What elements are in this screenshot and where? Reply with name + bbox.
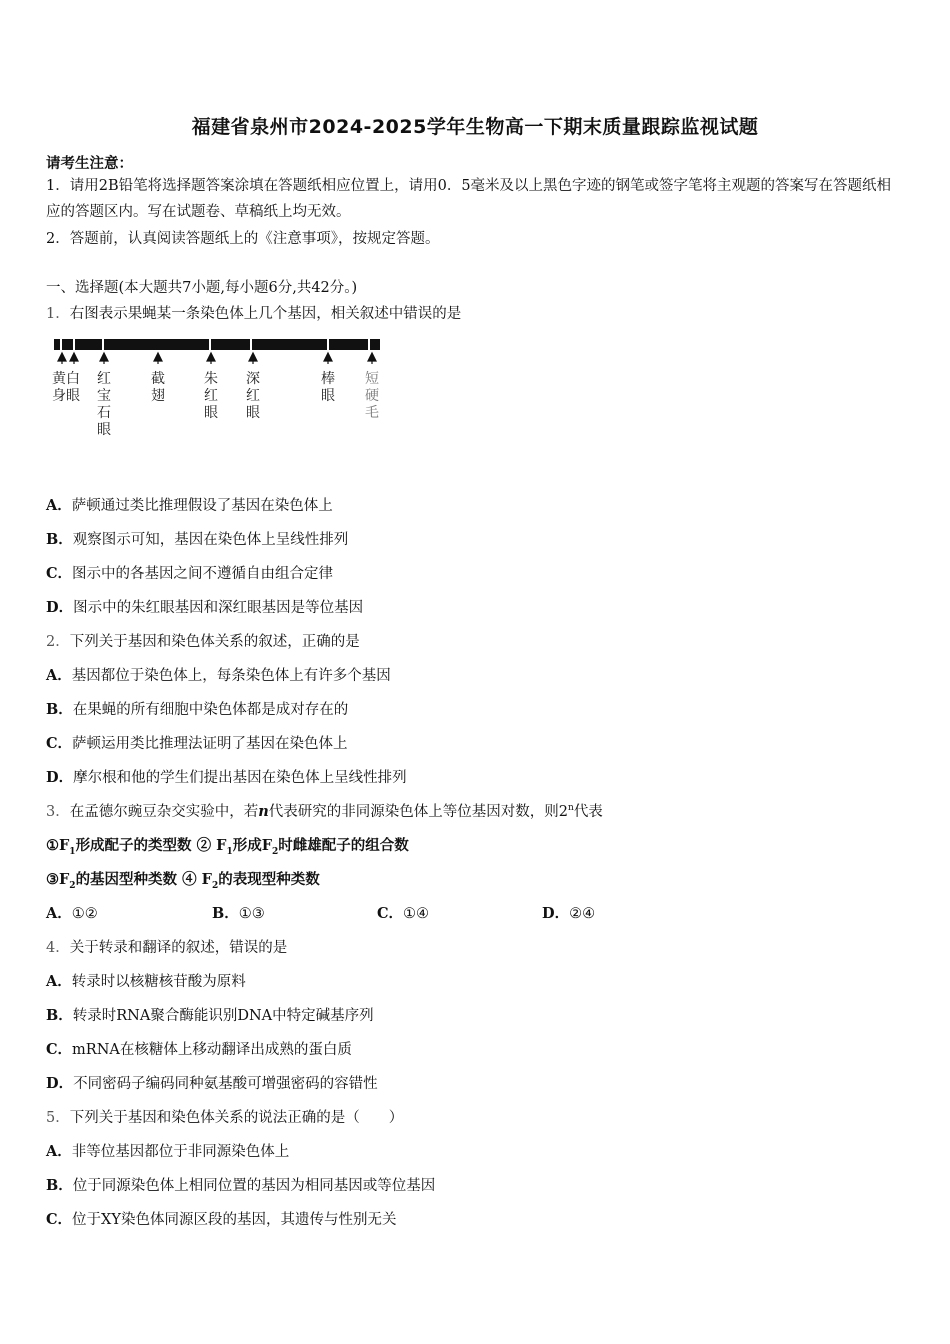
question-2-stem: 2．下列关于基因和染色体关系的叙述，正确的是 <box>46 634 360 650</box>
notice-heading: 请考生注意： <box>46 155 133 172</box>
question-5-option-c[interactable]: C．位于XY染色体同源区段的基因，其遗传与性别无关 <box>46 1211 397 1228</box>
notice-item-1: 1．请用2B铅笔将选择题答案涂填在答题纸相应位置上，请用0．5毫米及以上黑色字迹的钢笔或签字笔将主观题的答案写在答题纸相应的答题区内。写在试题卷、草稿纸上均无效。 <box>46 178 892 220</box>
question-3-stem: 3．在孟德尔豌豆杂交实验中，若n代表研究的非同源染色体上等位基因对数，则2$^n$代表 <box>46 803 603 820</box>
question-4-option-a[interactable]: A．转录时以核糖核苷酸为原料 <box>46 973 246 990</box>
question-3-option-b[interactable]: B．①③ <box>212 905 265 922</box>
question-1-option-a[interactable]: A．萨顿通过类比推理假设了基因在染色体上 <box>46 497 333 514</box>
gene-label-truncated-wing: 截翅 <box>151 371 165 404</box>
question-3-item-line-2: $③F_2$的基因型种类数 ④ $F_2$的表现型种类数 <box>46 871 320 891</box>
question-1-stem <box>46 302 461 323</box>
question-2-option-b[interactable]: B．在果蝇的所有细胞中染色体都是成对存在的 <box>46 701 349 718</box>
gene-label-short-bristle: 短硬毛 <box>365 371 379 421</box>
question-5-stem: 5．下列关于基因和染色体关系的说法正确的是（ ） <box>46 1110 404 1126</box>
gene-label-dark-red-eye: 深红眼 <box>246 371 260 421</box>
question-5-option-b[interactable]: B．位于同源染色体上相同位置的基因为相同基因或等位基因 <box>46 1177 436 1194</box>
question-2-option-c[interactable]: C．萨顿运用类比推理法证明了基因在染色体上 <box>46 735 348 752</box>
gene-label-vermilion-eye: 朱红眼 <box>204 371 218 421</box>
question-4-option-c[interactable]: C．mRNA在核糖体上移动翻译出成熟的蛋白质 <box>46 1041 352 1058</box>
question-4-stem: 4．关于转录和翻译的叙述，错误的是 <box>46 940 288 956</box>
page-title: 福建省泉州市2024-2025学年生物高一下期末质量跟踪监视试题 <box>191 116 759 138</box>
gene-label-ruby-eye: 红宝石眼 <box>97 371 111 438</box>
question-1-option-c[interactable]: C．图示中的各基因之间不遵循自由组合定律 <box>46 565 334 582</box>
question-text: 右图表示果蝇某一条染色体上几个基因，相关叙述中错误的是 <box>69 306 462 322</box>
gene-label-bar-eye: 棒眼 <box>321 371 335 404</box>
question-4-option-d[interactable]: D．不同密码子编码同种氨基酸可增强密码的容错性 <box>46 1075 378 1092</box>
gene-label-yellow-white-body: 黄白 身眼 <box>52 371 80 404</box>
question-1-option-b[interactable]: B．观察图示可知，基因在染色体上呈线性排列 <box>46 531 349 548</box>
question-number: 1． <box>46 306 70 322</box>
question-1-option-d[interactable]: D．图示中的朱红眼基因和深红眼基因是等位基因 <box>46 599 364 616</box>
question-2-option-d[interactable]: D．摩尔根和他的学生们提出基因在染色体上呈线性排列 <box>46 769 407 786</box>
gene-arrows <box>58 353 376 364</box>
question-3-option-d[interactable]: D．②④ <box>542 905 596 922</box>
question-5-option-a[interactable]: A．非等位基因都位于非同源染色体上 <box>46 1143 290 1160</box>
question-2-option-a[interactable]: A．基因都位于染色体上，每条染色体上有许多个基因 <box>46 667 391 684</box>
question-4-option-b[interactable]: B．转录时RNA聚合酶能识别DNA中特定碱基序列 <box>46 1007 374 1024</box>
question-3-option-c[interactable]: C．①④ <box>377 905 430 922</box>
question-3-item-line-1: $①F_1$形成配子的类型数 ② $F_1$形成$F_2$时雌雄配子的组合数 <box>46 837 409 857</box>
question-3-option-a[interactable]: A．①② <box>46 905 98 922</box>
notice-item-2: 2．答题前，认真阅读答题纸上的《注意事项》，按规定答题。 <box>46 231 440 247</box>
section-heading: 一、选择题(本大题共7小题,每小题6分,共42分。) <box>46 280 358 296</box>
